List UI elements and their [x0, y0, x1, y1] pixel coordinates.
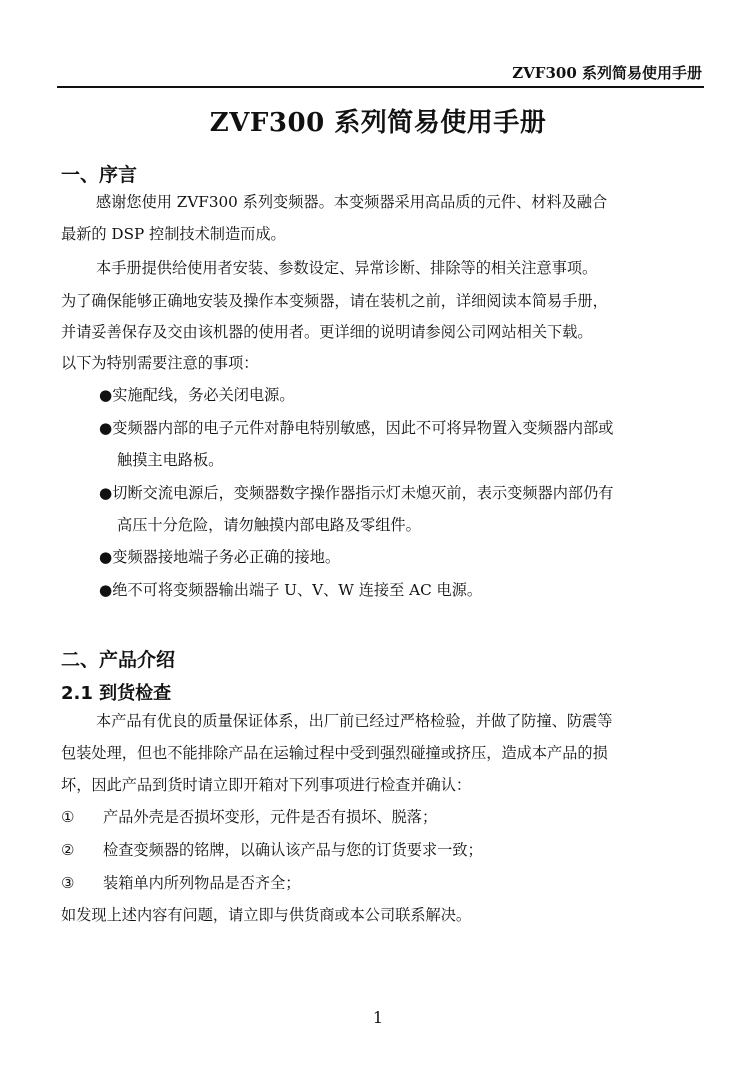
checklist-item: 产品外壳是否损坏变形，元件是否有损坏、脱落； [103, 808, 438, 826]
document-title: ZVF300 系列简易使用手册 [209, 108, 547, 138]
section-heading-product: 二、产品介绍 [61, 649, 176, 671]
inspection-p1-line: 坏，因此产品到货时请立即开箱对下列事项进行检查并确认： [61, 776, 472, 794]
checklist-mark: ③ [61, 874, 75, 892]
section-heading-preface: 一、序言 [61, 164, 138, 186]
subsection-heading-inspection: 2.1 到货检查 [61, 683, 172, 704]
bullet-item-continuation: 高压十分危险，请勿触摸内部电路及零组件。 [117, 516, 421, 534]
preface-p2-line: 以下为特别需要注意的事项： [61, 354, 259, 372]
bullet-item: ●绝不可将变频器输出端子 U、V、W 连接至 AC 电源。 [99, 581, 483, 599]
inspection-p1-line: 本产品有优良的质量保证体系，出厂前已经过严格检验，并做了防撞、防震等 [96, 712, 613, 730]
bullet-item: ●变频器接地端子务必正确的接地。 [99, 548, 341, 566]
bullet-item: ●变频器内部的电子元件对静电特别敏感，因此不可将异物置入变频器内部或 [99, 419, 614, 437]
bullet-item: ●切断交流电源后，变频器数字操作器指示灯未熄灭前，表示变频器内部仍有 [99, 484, 614, 502]
inspection-closing: 如发现上述内容有问题，请立即与供货商或本公司联系解决。 [61, 906, 472, 924]
checklist-mark: ② [61, 841, 75, 859]
preface-p2-line: 并请妥善保存及交由该机器的使用者。更详细的说明请参阅公司网站相关下载。 [61, 323, 593, 341]
preface-p1-line: 感谢您使用 ZVF300 系列变频器。本变频器采用高品质的元件、材料及融合 [96, 193, 608, 211]
page-number: 1 [372, 1008, 384, 1027]
checklist-item: 检查变频器的铭牌，以确认该产品与您的订货要求一致； [103, 841, 483, 859]
checklist-mark: ① [61, 808, 75, 826]
bullet-item: ●实施配线，务必关闭电源。 [99, 386, 295, 404]
inspection-p1-line: 包装处理，但也不能排除产品在运输过程中受到强烈碰撞或挤压，造成本产品的损 [61, 744, 608, 762]
running-header-title: ZVF300 系列简易使用手册 [512, 64, 702, 82]
preface-p1-line: 最新的 DSP 控制技术制造而成。 [61, 225, 286, 243]
running-header [57, 60, 704, 88]
preface-p2-line: 为了确保能够正确地安装及操作本变频器，请在装机之前，详细阅读本简易手册， [61, 292, 608, 310]
bullet-item-continuation: 触摸主电路板。 [117, 451, 224, 469]
preface-p2-line: 本手册提供给使用者安装、参数设定、异常诊断、排除等的相关注意事项。 [96, 259, 598, 277]
checklist-item: 装箱单内所列物品是否齐全； [103, 874, 301, 892]
